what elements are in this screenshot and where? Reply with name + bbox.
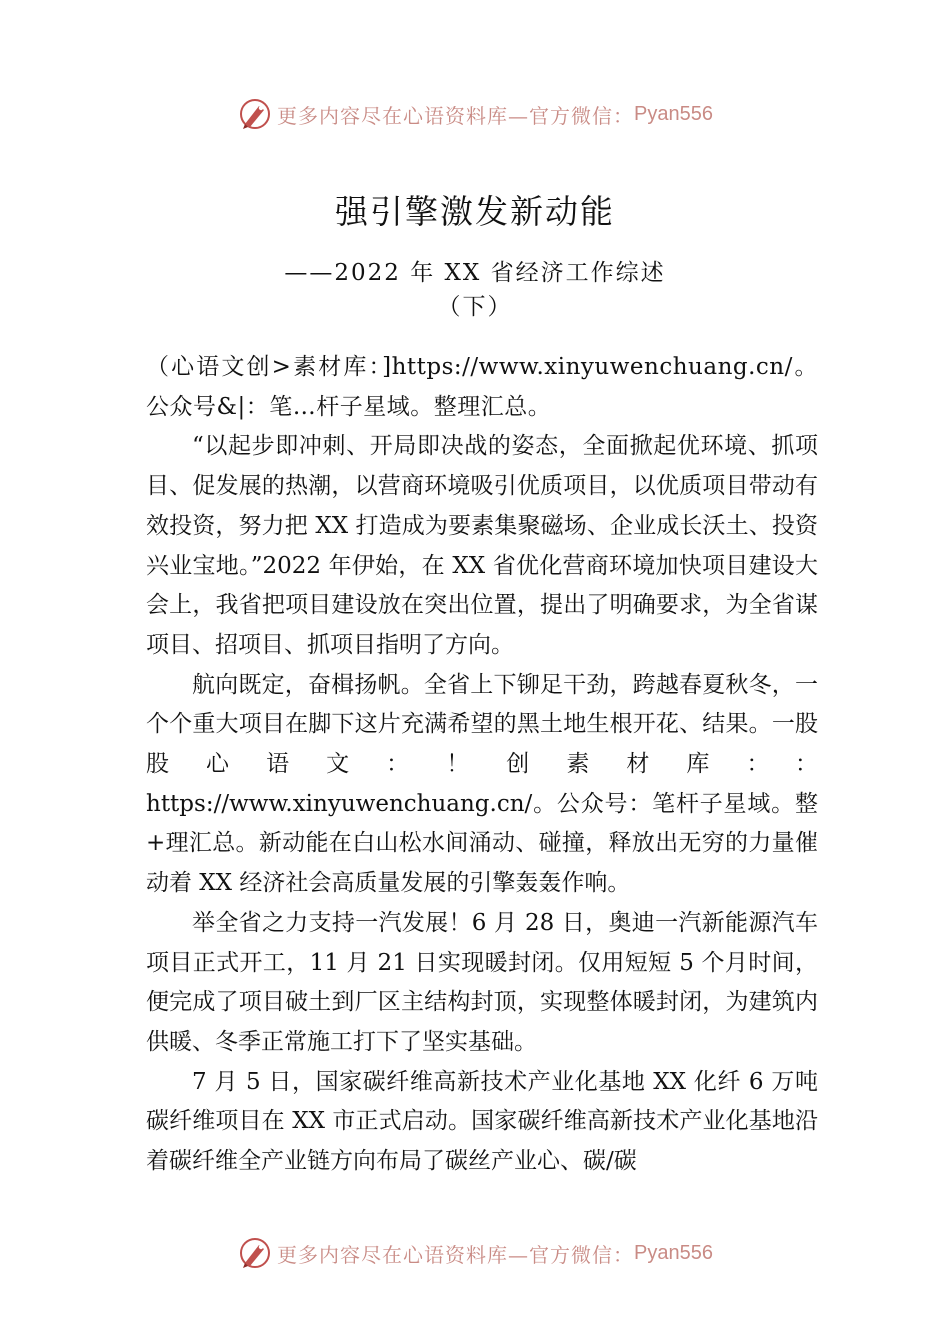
paragraph: 7 月 5 日，国家碳纤维高新技术产业化基地 XX 化纤 6 万吨碳纤维项目在 XX 市正式启动。国家碳纤维高新技术产业化基地沿着碳纤维全产业链方向布局了碳丝产业心、碳/碳 xyxy=(146,1068,818,1175)
watermark-wechat-id: Pyan556 xyxy=(634,102,713,125)
document-title: 强引擎激发新动能 xyxy=(335,192,615,231)
watermark-banner-bottom xyxy=(0,1233,950,1273)
subtitle-line-1: ——2022 年 XX 省经济工作综述 xyxy=(284,260,666,286)
paragraph: 航向既定，奋楫扬帆。全省上下铆足干劲，跨越春夏秋冬，一个个重大项目在脚下这片充满希望的黑土地生根开花、结果。一股股心语文：！创素材库：：https://www.xinyuwenchuang.cn/。公众号：笔杆子星域。整+理汇总。新动能在白山松水间涌动、碰撞，释放出无穷的力量催动着 XX 经济社会高质量发展的引擎轰轰作响。 xyxy=(146,671,818,897)
watermark-banner-top xyxy=(0,94,950,134)
paragraph-source-note: （心语文创>素材库：]https://www.xinyuwenchuang.cn/。公众号&|：笔…杆子星域。整理汇总。 xyxy=(146,354,818,420)
document-subtitle xyxy=(0,256,950,324)
document-body xyxy=(146,348,818,1182)
watermark-text: 更多内容尽在心语资料库—官方微信： xyxy=(277,1242,635,1267)
pen-logo-icon xyxy=(237,1235,273,1271)
paragraph: “以起步即冲刺、开局即决战的姿态，全面掀起优环境、抓项目、促发展的热潮，以营商环境吸引优质项目，以优质项目带动有效投资，努力把 XX 打造成为要素集聚磁场、企业成长沃土、投资兴业宝地。”2022 年伊始，在 XX 省优化营商环境加快项目建设大会上，我省把项目建设放在突出位置，提出了明确要求，为全省谋项目、招项目、抓项目指明了方向。 xyxy=(146,433,818,658)
watermark-text: 更多内容尽在心语资料库—官方微信： xyxy=(277,103,635,128)
subtitle-line-2: （下） xyxy=(437,294,513,320)
pen-logo-icon xyxy=(237,96,273,132)
paragraph: 举全省之力支持一汽发展！6 月 28 日，奥迪一汽新能源汽车项目正式开工，11 月 21 日实现暖封闭。仅用短短 5 个月时间，便完成了项目破土到厂区主结构封顶，实现整体暖封闭，为建筑内供暖、冬季正常施工打下了坚实基础。 xyxy=(146,909,818,1055)
watermark-wechat-id: Pyan556 xyxy=(634,1241,713,1264)
